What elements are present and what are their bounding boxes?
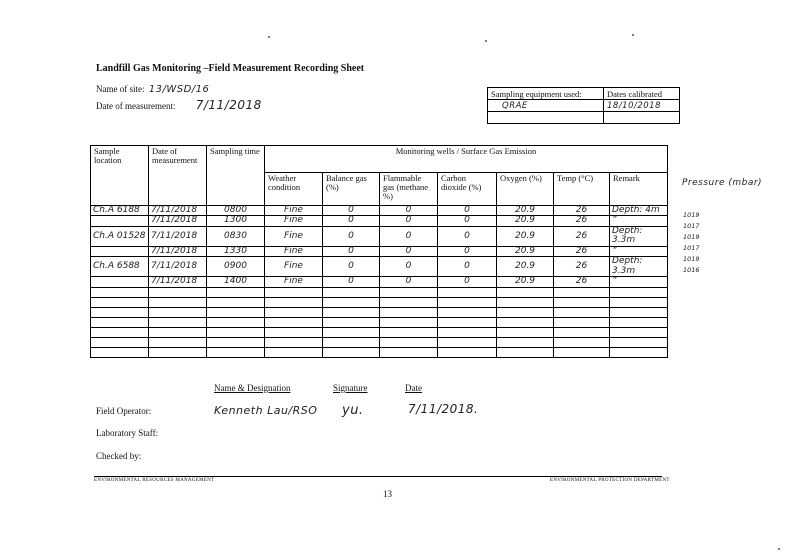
cell-co2: [438, 287, 497, 297]
cell-remark: [610, 317, 668, 327]
cell-weather: Fine: [265, 226, 323, 246]
cell-remark: Depth: 4m: [610, 206, 668, 216]
cell-weather: Fine: [265, 257, 323, 277]
laboratory-staff-label: Laboratory Staff:: [96, 428, 159, 438]
cell-remark: [610, 327, 668, 337]
cell-temp: [554, 347, 610, 357]
header-co2: Carbon dioxide (%): [438, 173, 497, 206]
cell-flammable: 0: [380, 246, 438, 256]
equipment-table: [487, 87, 680, 124]
scan-speck: [485, 40, 487, 42]
cell-weather: [265, 337, 323, 347]
cell-temp: 26: [554, 277, 610, 287]
cell-time: [207, 347, 265, 357]
cell-date: 7/11/2018: [149, 257, 207, 277]
pressure-value: 1017: [683, 222, 700, 230]
cell-remark: Depth: 3.3m: [610, 257, 668, 277]
cell-date: [149, 347, 207, 357]
table-row: [91, 226, 668, 246]
footer-right: ENVIRONMENTAL PROTECTION DEPARTMENT: [550, 478, 670, 483]
cell-remark: ”: [610, 246, 668, 256]
cell-location: [91, 347, 149, 357]
cell-co2: 0: [438, 206, 497, 216]
cell-date: 7/11/2018: [149, 216, 207, 226]
cell-oxygen: 20.9: [497, 246, 554, 256]
table-row: [91, 337, 668, 347]
pressure-column: [683, 211, 700, 277]
field-operator-name: Kenneth Lau/RSO: [214, 404, 318, 417]
calibrated-header: Dates calibrated: [604, 88, 680, 100]
equipment-empty-cell: [488, 112, 604, 124]
cell-weather: Fine: [265, 216, 323, 226]
cell-flammable: [380, 287, 438, 297]
cell-oxygen: [497, 297, 554, 307]
cell-location: Ch.A 01528: [91, 226, 149, 246]
cell-balance: 0: [323, 257, 380, 277]
scan-speck: [632, 34, 634, 36]
cell-co2: 0: [438, 246, 497, 256]
cell-time: 1330: [207, 246, 265, 256]
footer-rule: [94, 476, 662, 477]
cell-date: [149, 297, 207, 307]
cell-oxygen: 20.9: [497, 277, 554, 287]
cell-flammable: 0: [380, 257, 438, 277]
cell-balance: [323, 317, 380, 327]
cell-weather: Fine: [265, 246, 323, 256]
cell-co2: [438, 297, 497, 307]
cell-weather: [265, 287, 323, 297]
col-date: Date: [405, 383, 422, 393]
cell-oxygen: [497, 307, 554, 317]
cell-co2: 0: [438, 226, 497, 246]
cell-date: 7/11/2018: [149, 246, 207, 256]
cell-time: 1300: [207, 216, 265, 226]
cell-time: [207, 317, 265, 327]
cell-temp: 26: [554, 216, 610, 226]
cell-flammable: [380, 297, 438, 307]
field-operator-date: 7/11/2018.: [408, 402, 479, 416]
cell-co2: [438, 307, 497, 317]
cell-oxygen: [497, 327, 554, 337]
header-remark: Remark: [610, 173, 668, 206]
pressure-header: Pressure (mbar): [682, 178, 763, 188]
header-time: Sampling time: [207, 146, 265, 206]
cell-co2: [438, 347, 497, 357]
col-signature: Signature: [333, 383, 368, 393]
cell-oxygen: [497, 347, 554, 357]
site-row: [96, 84, 209, 95]
table-row: [91, 317, 668, 327]
cell-balance: [323, 337, 380, 347]
cell-balance: 0: [323, 246, 380, 256]
cell-remark: [610, 337, 668, 347]
cell-time: 0900: [207, 257, 265, 277]
cell-remark: [610, 347, 668, 357]
cell-balance: [323, 347, 380, 357]
cell-location: Ch.A 6588: [91, 257, 149, 277]
cell-date: [149, 307, 207, 317]
cell-temp: [554, 337, 610, 347]
field-operator-signature: yu.: [342, 403, 364, 418]
cell-flammable: [380, 327, 438, 337]
table-row: [91, 347, 668, 357]
data-rows: [91, 206, 668, 358]
cell-weather: Fine: [265, 206, 323, 216]
cell-time: [207, 307, 265, 317]
cell-weather: [265, 297, 323, 307]
calibrated-empty-cell: [604, 112, 680, 124]
table-row: [91, 246, 668, 256]
header-location: Sample location: [91, 146, 149, 206]
cell-flammable: [380, 317, 438, 327]
cell-co2: [438, 327, 497, 337]
header-monitoring-group: Monitoring wells / Surface Gas Emission: [265, 146, 668, 173]
date-label: Date of measurement:: [96, 101, 176, 111]
cell-flammable: 0: [380, 226, 438, 246]
cell-temp: [554, 327, 610, 337]
cell-location: [91, 287, 149, 297]
footer-left: ENVIRONMENTAL RESOURCES MANAGEMENT: [94, 478, 215, 483]
cell-weather: [265, 307, 323, 317]
site-value: 13/WSD/16: [148, 84, 210, 95]
cell-oxygen: 20.9: [497, 216, 554, 226]
cell-balance: [323, 327, 380, 337]
cell-co2: [438, 337, 497, 347]
cell-balance: 0: [323, 216, 380, 226]
cell-oxygen: 20.9: [497, 257, 554, 277]
cell-remark: [610, 287, 668, 297]
cell-co2: 0: [438, 257, 497, 277]
cell-oxygen: [497, 317, 554, 327]
col-name-designation: Name & Designation: [214, 383, 291, 393]
cell-date: [149, 327, 207, 337]
header-balance: Balance gas (%): [323, 173, 380, 206]
pressure-value: 1017: [683, 244, 700, 252]
cell-date: 7/11/2018: [149, 206, 207, 216]
pressure-value: 1019: [683, 255, 700, 263]
cell-oxygen: 20.9: [497, 206, 554, 216]
cell-remark: [610, 297, 668, 307]
header-flammable: Flammable gas (methane %): [380, 173, 438, 206]
pressure-value: 1019: [683, 233, 700, 241]
cell-date: [149, 287, 207, 297]
cell-date: [149, 317, 207, 327]
cell-temp: 26: [554, 226, 610, 246]
cell-flammable: 0: [380, 216, 438, 226]
cell-co2: 0: [438, 277, 497, 287]
cell-flammable: [380, 307, 438, 317]
cell-oxygen: 20.9: [497, 226, 554, 246]
cell-location: [91, 337, 149, 347]
table-row: [91, 277, 668, 287]
cell-location: [91, 246, 149, 256]
scan-speck: [268, 36, 270, 38]
cell-time: 0800: [207, 206, 265, 216]
pressure-value: 1016: [683, 266, 700, 274]
cell-temp: [554, 307, 610, 317]
cell-balance: [323, 297, 380, 307]
cell-remark: [610, 307, 668, 317]
cell-temp: [554, 287, 610, 297]
cell-location: [91, 297, 149, 307]
table-row: [91, 216, 668, 226]
cell-time: [207, 327, 265, 337]
date-value: 7/11/2018: [195, 98, 262, 112]
cell-time: [207, 297, 265, 307]
cell-co2: 0: [438, 216, 497, 226]
cell-time: 0830: [207, 226, 265, 246]
site-label: Name of site:: [96, 84, 145, 94]
table-row: [91, 287, 668, 297]
cell-date: 7/11/2018: [149, 277, 207, 287]
cell-time: [207, 287, 265, 297]
cell-balance: [323, 307, 380, 317]
cell-co2: [438, 317, 497, 327]
cell-weather: [265, 347, 323, 357]
cell-balance: 0: [323, 277, 380, 287]
cell-weather: Fine: [265, 277, 323, 287]
header-weather: Weather condition: [265, 173, 323, 206]
header-date: Date of measurement: [149, 146, 207, 206]
cell-weather: [265, 327, 323, 337]
cell-remark: ”: [610, 216, 668, 226]
cell-balance: 0: [323, 226, 380, 246]
header-temp: Temp (°C): [554, 173, 610, 206]
header-oxygen: Oxygen (%): [497, 173, 554, 206]
cell-temp: [554, 297, 610, 307]
cell-oxygen: [497, 287, 554, 297]
cell-time: 1400: [207, 277, 265, 287]
table-row: [91, 206, 668, 216]
table-row: [91, 307, 668, 317]
cell-flammable: [380, 347, 438, 357]
cell-location: [91, 327, 149, 337]
scan-speck: [778, 548, 780, 550]
cell-temp: 26: [554, 206, 610, 216]
cell-location: [91, 307, 149, 317]
cell-date: 7/11/2018: [149, 226, 207, 246]
cell-remark: ”: [610, 277, 668, 287]
pressure-value: 1019: [683, 211, 700, 219]
cell-balance: 0: [323, 206, 380, 216]
cell-flammable: 0: [380, 206, 438, 216]
table-row: [91, 297, 668, 307]
cell-flammable: [380, 337, 438, 347]
sheet-title: Landfill Gas Monitoring –Field Measurement Recording Sheet: [96, 63, 365, 74]
calibrated-value: 18/10/2018: [604, 100, 680, 112]
cell-time: [207, 337, 265, 347]
cell-location: Ch.A 6188: [91, 206, 149, 216]
measurement-table: [90, 145, 668, 358]
cell-oxygen: [497, 337, 554, 347]
page-number: 13: [383, 489, 392, 499]
field-operator-label: Field Operator:: [96, 406, 152, 416]
cell-balance: [323, 287, 380, 297]
cell-temp: 26: [554, 257, 610, 277]
cell-location: [91, 277, 149, 287]
cell-temp: 26: [554, 246, 610, 256]
table-row: [91, 327, 668, 337]
cell-weather: [265, 317, 323, 327]
equipment-value: QRAE: [488, 100, 604, 112]
cell-remark: Depth: 3.3m: [610, 226, 668, 246]
table-row: [91, 257, 668, 277]
cell-flammable: 0: [380, 277, 438, 287]
date-row: [96, 98, 262, 112]
equipment-header: Sampling equipment used:: [488, 88, 604, 100]
cell-location: [91, 216, 149, 226]
cell-date: [149, 337, 207, 347]
cell-location: [91, 317, 149, 327]
cell-temp: [554, 317, 610, 327]
checked-by-label: Checked by:: [96, 451, 142, 461]
